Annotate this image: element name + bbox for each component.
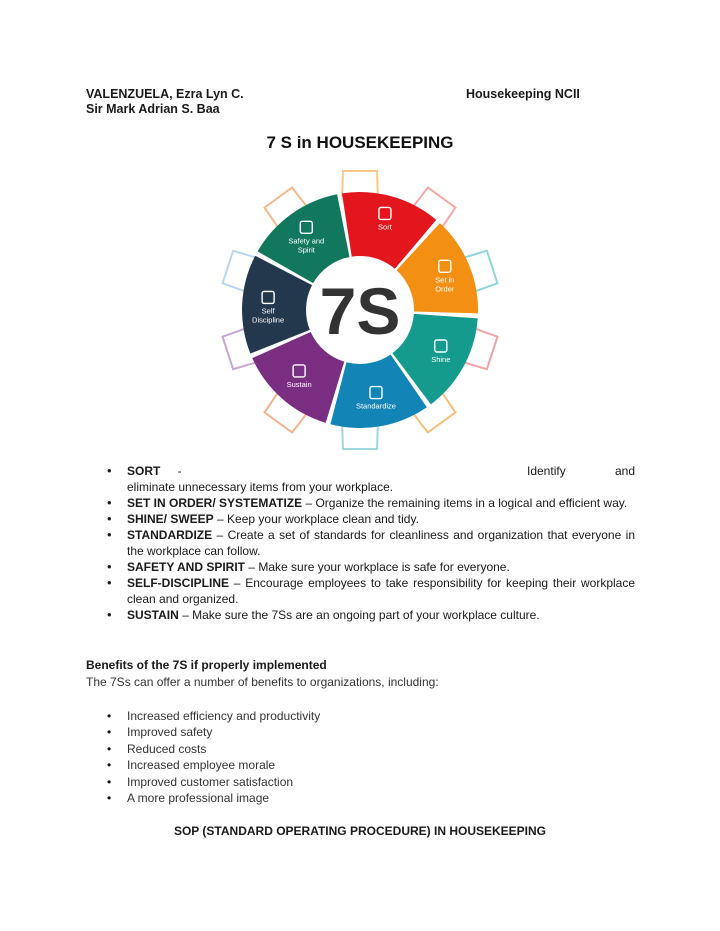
wheel-segment-label: Shine xyxy=(431,354,451,364)
wheel-segment-label: Set in Order xyxy=(435,275,455,294)
wheel-segment-label: Safety and Spirit xyxy=(288,236,325,255)
definition-item-safety xyxy=(105,559,635,575)
definition-text-part: Identify xyxy=(527,464,566,478)
definition-text: – Keep your workplace clean and tidy. xyxy=(213,512,419,526)
definition-item-set-in-order xyxy=(105,495,635,511)
definition-term: SUSTAIN xyxy=(127,608,179,622)
definition-text: – Organize the remaining items in a logical and efficient way. xyxy=(302,496,628,510)
wheel-segment-label: Self Discipline xyxy=(252,306,285,325)
definitions-list xyxy=(105,463,635,623)
definition-text: – Create a set of standards for cleanliness and organization that everyone in the workplace can follow. xyxy=(127,528,635,558)
definition-term: SORT xyxy=(127,464,161,478)
benefit-item: • Increased efficiency and productivity xyxy=(105,708,320,724)
benefit-item: • Improved customer satisfaction xyxy=(105,774,320,790)
definition-term: SET IN ORDER/ SYSTEMATIZE xyxy=(127,496,303,510)
definition-item-standardize xyxy=(105,527,635,559)
seven-s-wheel-diagram xyxy=(200,158,520,463)
definition-term: SHINE/ SWEEP xyxy=(127,512,214,526)
benefits-list xyxy=(105,708,320,806)
page-title: 7 S in HOUSEKEEPING xyxy=(266,133,454,152)
benefit-item: • Improved safety xyxy=(105,724,320,740)
wheel-segment-label: Sustain xyxy=(286,379,312,389)
wheel-center-label: 7S xyxy=(319,274,401,348)
student-name: VALENZUELA, Ezra Lyn C. xyxy=(86,87,244,101)
definition-item-shine xyxy=(105,511,635,527)
definition-text: – Make sure the 7Ss are an ongoing part of your workplace culture. xyxy=(178,608,540,622)
benefits-intro: The 7Ss can offer a number of benefits to organizations, including: xyxy=(86,675,439,689)
definition-term: SAFETY AND SPIRIT xyxy=(127,560,246,574)
definition-text: – Encourage employees to take responsibility for keeping their workplace clean and organized. xyxy=(127,576,635,606)
definition-text: – Make sure your workplace is safe for everyone. xyxy=(245,560,510,574)
definition-separator: - xyxy=(174,464,182,478)
benefits-heading: Benefits of the 7S if properly implemented xyxy=(86,658,327,672)
sop-heading: SOP (STANDARD OPERATING PROCEDURE) IN HOUSEKEEPING xyxy=(173,824,547,838)
definition-text-part: and xyxy=(614,464,635,478)
benefit-item: • A more professional image xyxy=(105,790,320,806)
definition-item-self-discipline xyxy=(105,575,635,607)
course-name: Housekeeping NCII xyxy=(466,87,580,101)
definition-term: STANDARDIZE xyxy=(127,528,213,542)
definition-term: SELF-DISCIPLINE xyxy=(127,576,230,590)
definition-text: eliminate unnecessary items from your workplace. xyxy=(127,480,394,494)
benefit-item: • Increased employee morale xyxy=(105,757,320,773)
wheel-segment-label: Sort xyxy=(378,222,392,232)
definition-item-sustain xyxy=(105,607,635,623)
instructor-name: Sir Mark Adrian S. Baa xyxy=(86,102,220,116)
benefit-item: • Reduced costs xyxy=(105,741,320,757)
definition-item-sort xyxy=(105,463,635,495)
wheel-segment-label: Standardize xyxy=(355,401,396,411)
